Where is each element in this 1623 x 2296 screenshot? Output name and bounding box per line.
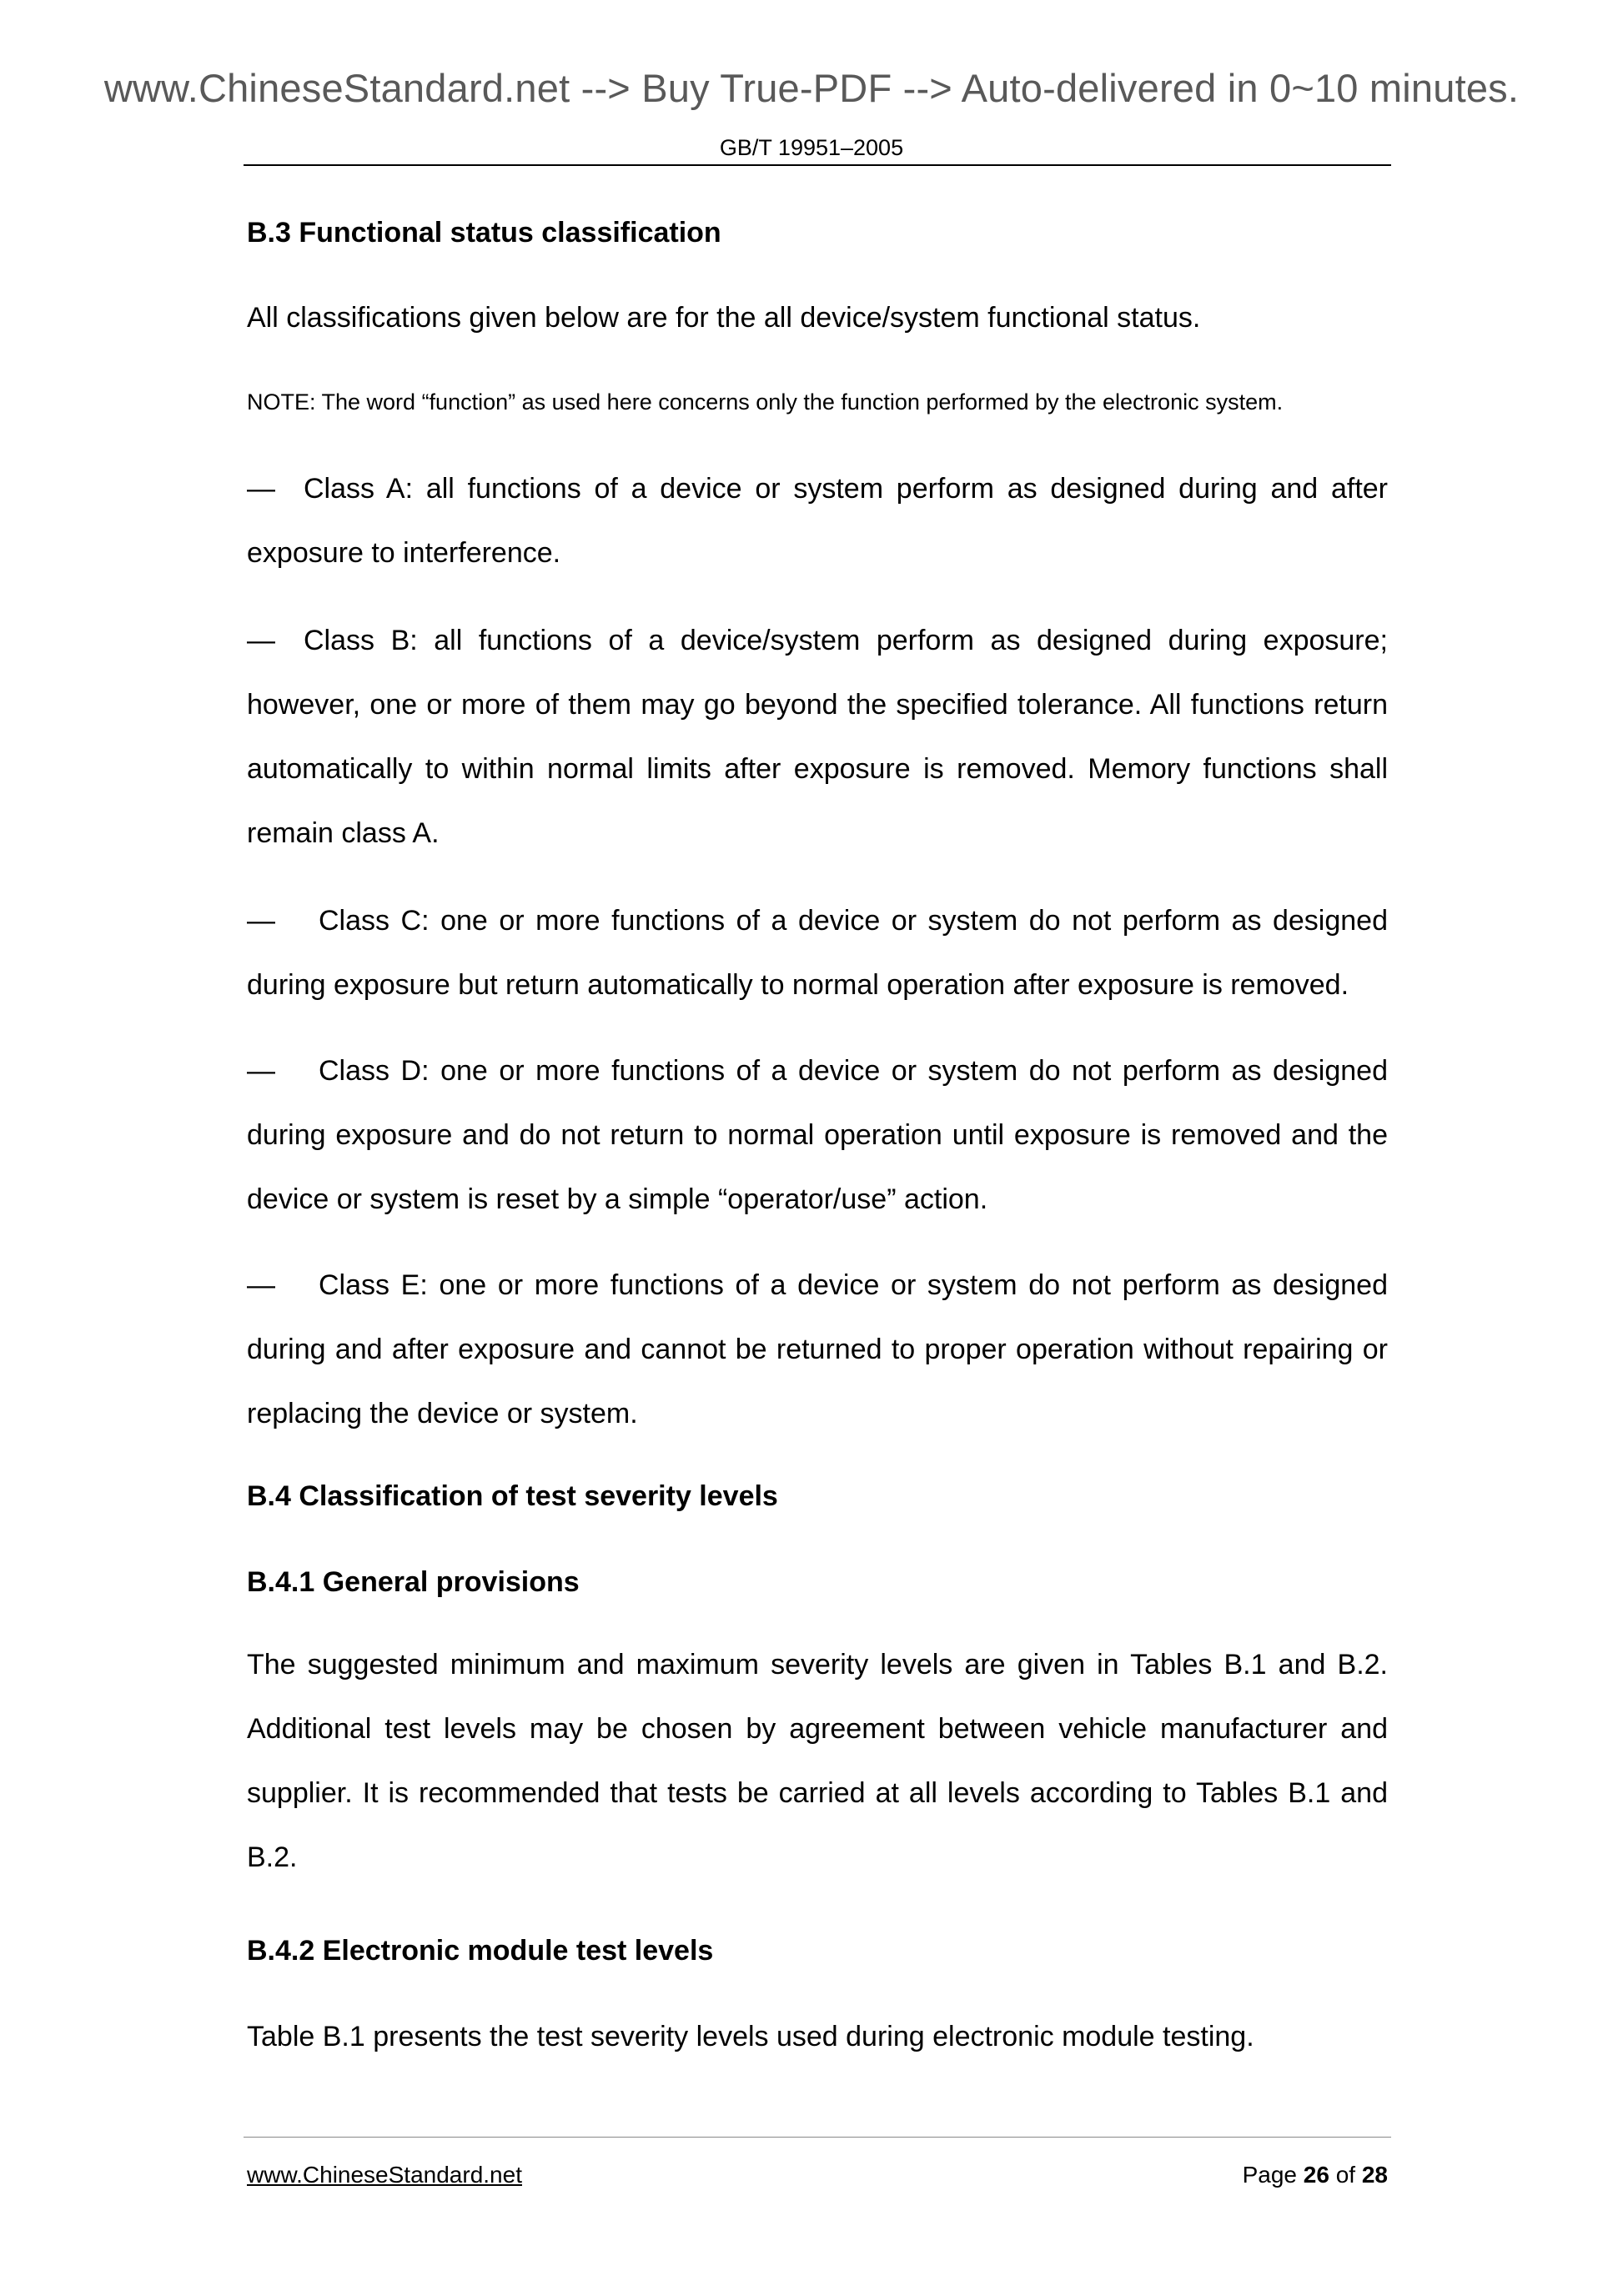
section-b3-intro: All classifications given below are for the all device/system functional status. [247,302,1201,334]
class-a-dash: — [247,473,275,505]
section-b3-note: NOTE: The word “function” as used here concerns only the function performed by the electronic system. [247,389,1284,414]
footer-site-link[interactable]: www.ChineseStandard.net [247,2162,522,2188]
page-prefix: Page [1242,2162,1304,2188]
header-rule [244,164,1391,166]
section-b42-text: Table B.1 presents the test severity levels used during electronic module testing. [247,2021,1254,2052]
footer-rule [244,2137,1391,2138]
class-e-item [247,1254,1388,1446]
class-b-text: Class B: all functions of a device/system perform as designed during exposure; however, one or more of them may go beyond the specified tolerance. All functions return automatically to within normal limits after exposure is removed. Memory functions shall remain class A. [247,625,1388,849]
class-a-item [247,457,1388,585]
standard-code: GB/T 19951–2005 [719,135,904,160]
section-b42-heading: B.4.2 Electronic module test levels [247,1935,714,1967]
site-banner[interactable]: www.ChineseStandard.net --> Buy True-PDF --> Auto-delivered in 0~10 minutes. [103,66,1520,110]
class-c-dash: — [247,905,275,937]
class-e-text: Class E: one or more functions of a device or system do not perform as designed during and after exposure and cannot be returned to proper operation without repairing or replacing the device or system. [247,1269,1388,1429]
class-a-text: Class A: all functions of a device or system perform as designed during and after exposure to interference. [247,473,1388,569]
section-b3-heading: B.3 Functional status classification [247,217,721,249]
page-current: 26 [1303,2162,1329,2188]
page-total: 28 [1361,2162,1388,2188]
class-b-item [247,609,1388,866]
class-b-dash: — [247,625,275,656]
section-b4-heading: B.4 Classification of test severity levels [247,1480,778,1512]
section-b41-heading: B.4.1 General provisions [247,1566,580,1598]
section-b41-text: The suggested minimum and maximum severity levels are given in Tables B.1 and B.2. Additional test levels may be chosen by agreement between vehicle manufacturer and supplier. It is recommended that tests be carried at all levels according to Tables B.1 and B.2. [247,1649,1388,1873]
page-number [1243,2162,1388,2188]
page-of: of [1329,2162,1362,2188]
class-c-item [247,889,1388,1017]
class-d-item [247,1039,1388,1232]
class-c-text: Class C: one or more functions of a device or system do not perform as designed during exposure but return automatically to normal operation after exposure is removed. [247,905,1388,1001]
class-e-dash: — [247,1269,275,1301]
class-d-text: Class D: one or more functions of a device or system do not perform as designed during exposure and do not return to normal operation until exposure is removed and the device or system is reset by a simple “operator/use” action. [247,1055,1388,1215]
class-d-dash: — [247,1055,275,1087]
